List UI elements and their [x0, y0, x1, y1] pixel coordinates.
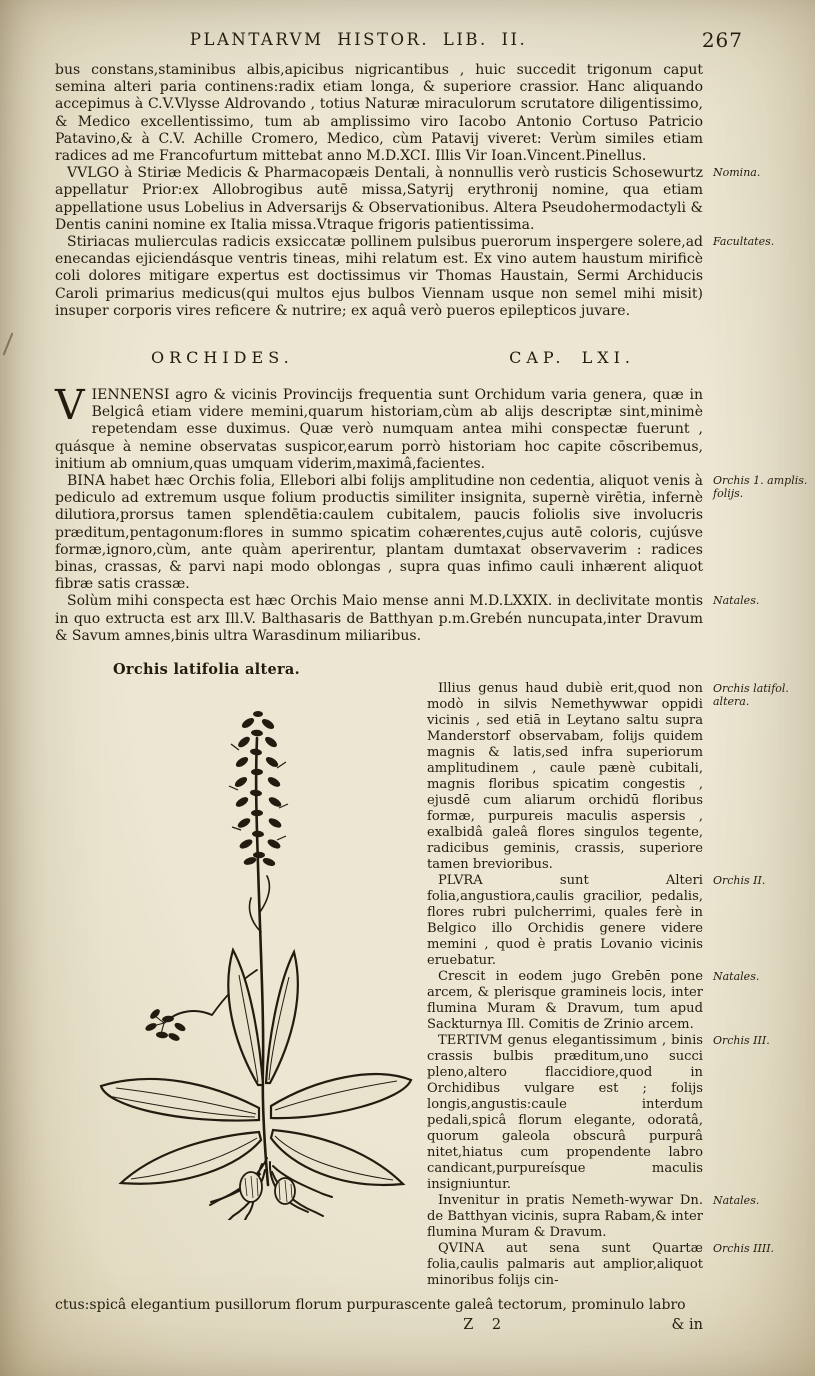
turnover-line [55, 1297, 703, 1314]
figure-section [55, 657, 789, 1289]
signature-mark: Z 2 [463, 1317, 509, 1334]
paragraph-text: Invenitur in pratis Nemeth-wywar Dn. de Batthyan vicinis, supra Rabam,& inter flumina Muram & Dravum. [427, 1193, 703, 1241]
paragraph-nomina [55, 165, 761, 234]
margin-note-natales-2: Natales. [713, 970, 760, 984]
paragraph-text: VVLGO à Stiriæ Medicis & Pharmacopæis Dentali, à nonnullis verò rusticis Schosewurtz appellatur Prior:ex Allobrogibus autē missa,Satyrij erythronij nomine, qua etiam appellatione usus Lobelius in Adversarijs & Observationibus. Altera Pseudohermodactyli & Dentis canini nomine ex Italia missa.Vtraque frigoris patientissima. [55, 165, 703, 233]
text-block [0, 58, 815, 1314]
paragraph-text: BINA habet hæc Orchis folia, Ellebori albi folijs amplitudine non cedentia, aliquot venis à pediculo ad extremum usque folium productis similiter insignita, supernè virētia, infernè dilutiora,prorsus tamen splendētia:caulem cubitalem, paucis foliolis sive involucris præditum,pentagonum:flores in summo spicatim cohærentes,cujus autē coloris, cujúsve formæ,ignoro,cùm, ante quàm aperirentur, plantam dumtaxat observaverim : radices binas, crassas, & parvi napi modo oblongas , supra quas infimo cauli inhærent aliquot fibræ satis crassæ. [55, 473, 703, 593]
side-column [427, 657, 789, 1289]
chapter-heading [55, 320, 703, 387]
running-title: PLANTARVM HISTOR. LIB. II. [189, 30, 528, 49]
paragraph-text: QVINA aut sena sunt Quartæ folia,caulis palmaris aut amplior,aliquot minoribus folijs cin- [427, 1241, 703, 1289]
side-flower-spray [144, 1008, 212, 1043]
paragraph-text: PLVRA sunt Alteri folia,angustiora,caulis gracilior, pedalis, flores rubri pulcherrimi, quales ferè in Belgico illo Orchidis genere videre memini , quod è pratis Lovanio vicinis eruebatur. [427, 873, 703, 969]
margin-note-orchis-4: Orchis IIII. [713, 1242, 775, 1256]
margin-note-orchis-1: Orchis 1. amplis. folijs. [713, 474, 808, 500]
catchword: & in [671, 1317, 703, 1334]
paragraph-invenitur [427, 1193, 760, 1241]
margin-note-orchis-latifol: Orchis latifol. altera. [713, 682, 789, 708]
paragraph-text: TERTIVM genus elegantissimum , binis crassis bulbis præditum,uno succi pleno,altero flaccidiore,quod in Orchidibus vulgare est ; folijs longis,angustis:caule interdum pedali,spicâ florum elegante, odoratâ, quorum galeola obscurâ purpurâ nitet,hiatus cum propendente labro candicant,purpureísque maculis insigniuntur. [427, 1033, 703, 1193]
paragraph-bina [55, 473, 808, 593]
margin-note-orchis-3: Orchis III. [713, 1034, 770, 1048]
paragraph-text: bus constans,staminibus albis,apicibus nigricantibus , huic succedit trigonum caput semina alteri paria continens:radix etiam longa, & superiore crassior. Hanc aliquando accepimus à C.V.Vlysse Aldrovando , totius Naturæ miraculorum scrutatore diligentissimo, & Medico excellentissimo, tum ab amplissimo viro Iacobo Antonio Cortuso Patricio Patavino,& à C.V. Achille Cromero, Medico, cùm Patavij viveret: Verùm similes etiam radices ad me Francofurtum mittebat anno M.D.XCI. Illis Vir Ioan.Vincent.Pinellus. [55, 62, 703, 165]
margin-note-natales-1: Natales. [713, 594, 760, 608]
margin-note-natales-3: Natales. [713, 1194, 760, 1208]
paragraph-viennensi [55, 381, 703, 473]
paragraph-facultates [55, 234, 775, 320]
margin-note-nomina: Nomina. [713, 166, 761, 180]
chapter-title: ORCHIDES. [151, 348, 294, 368]
margin-note-facultates: Facultates. [713, 235, 775, 249]
paragraph-text: Crescit in eodem jugo Grebēn pone arcem, & plerisque gramineis locis, inter flumina Muram & Dravum, tum apud Sackturnya Ill. Comitis de Zrinio arcem. [427, 969, 703, 1033]
paragraph-continuation [55, 62, 703, 165]
paragraph-text: Stiriacas mulierculas radicis exsiccatæ pollinem pulsibus puerorum inspergere solere,ad enecandas ejiciendásque ventris tineas, mihi relatum est. Ex vino autem haustum mirificè coli dolores mitigare expertus est doctissimus vir Thomas Haustain, Sermi Archiducis Caroli primarius medicus(qui multos ejus bulbos Viennam usque non semel mihi misit) insuper corporis vires reficere & nutrire; ex aquâ verò pueros epilepticos juvare. [55, 234, 703, 319]
paragraph-plvra [427, 873, 766, 969]
figure-caption: Orchis latifolia altera. [113, 661, 300, 679]
orchid-woodcut-image [61, 680, 421, 1220]
running-head [0, 0, 815, 58]
page-number: 267 [701, 28, 743, 52]
chapter-number: CAP. LXI. [509, 348, 635, 368]
botanical-illustration [55, 657, 427, 1289]
signature-row [0, 1314, 815, 1333]
paragraph-text: Illius genus haud dubiè erit,quod non modò in silvis Nemethywwar oppidi vicinis , sed etiā in Leytano saltu supra Manderstorf observabam, folijs quidem magnis & latis,sed infra superiorum amplitudinem , caule pænè cubitali, magnis floribus spicatim congestis , ejusdē cum aliarum orchidū floribus formæ, purpureis maculis aspersis , exalbidâ galeâ flores singulos tegente, radicibus geminis, crassis, superiore tamen brevioribus. [427, 681, 703, 873]
paragraph-crescit [427, 969, 760, 1033]
paragraph-tertivm [427, 1033, 770, 1193]
paragraph-text: IENNENSI agro & vicinis Provincijs frequentia sunt Orchidum varia genera, quæ in Belgicâ etiam videre memini,quarum historiam,cùm ab alijs descriptæ sint,minimè repetendam esse duximus. Quæ verò numquam antea mihi conspectæ fuerunt , quásque à nemine observatas suspicor,earum porrò historiam hoc capite cōscribemus, initium ab omnium,quas umquam viderim,maximâ,facientes. [55, 387, 703, 472]
margin-note-orchis-2: Orchis II. [713, 874, 766, 888]
paragraph-text: Solùm mihi conspecta est hæc Orchis Maio mense anni M.D.LXXIX. in declivitate montis in quo extructa est arx Ill.V. Balthasaris de Batthyan p.m.Grebén nuncupata,inter Dravum & Savum amnes,binis ultra Warasdinum miliaribus. [55, 593, 703, 644]
paragraph-illius [427, 681, 789, 873]
paragraph-qvina [427, 1241, 775, 1289]
paragraph-text: ctus:spicâ elegantium pusillorum florum purpurascente galeâ tectorum, prominulo labro [55, 1297, 686, 1314]
paragraph-natales-1 [55, 593, 760, 645]
drop-cap: V [55, 381, 85, 430]
